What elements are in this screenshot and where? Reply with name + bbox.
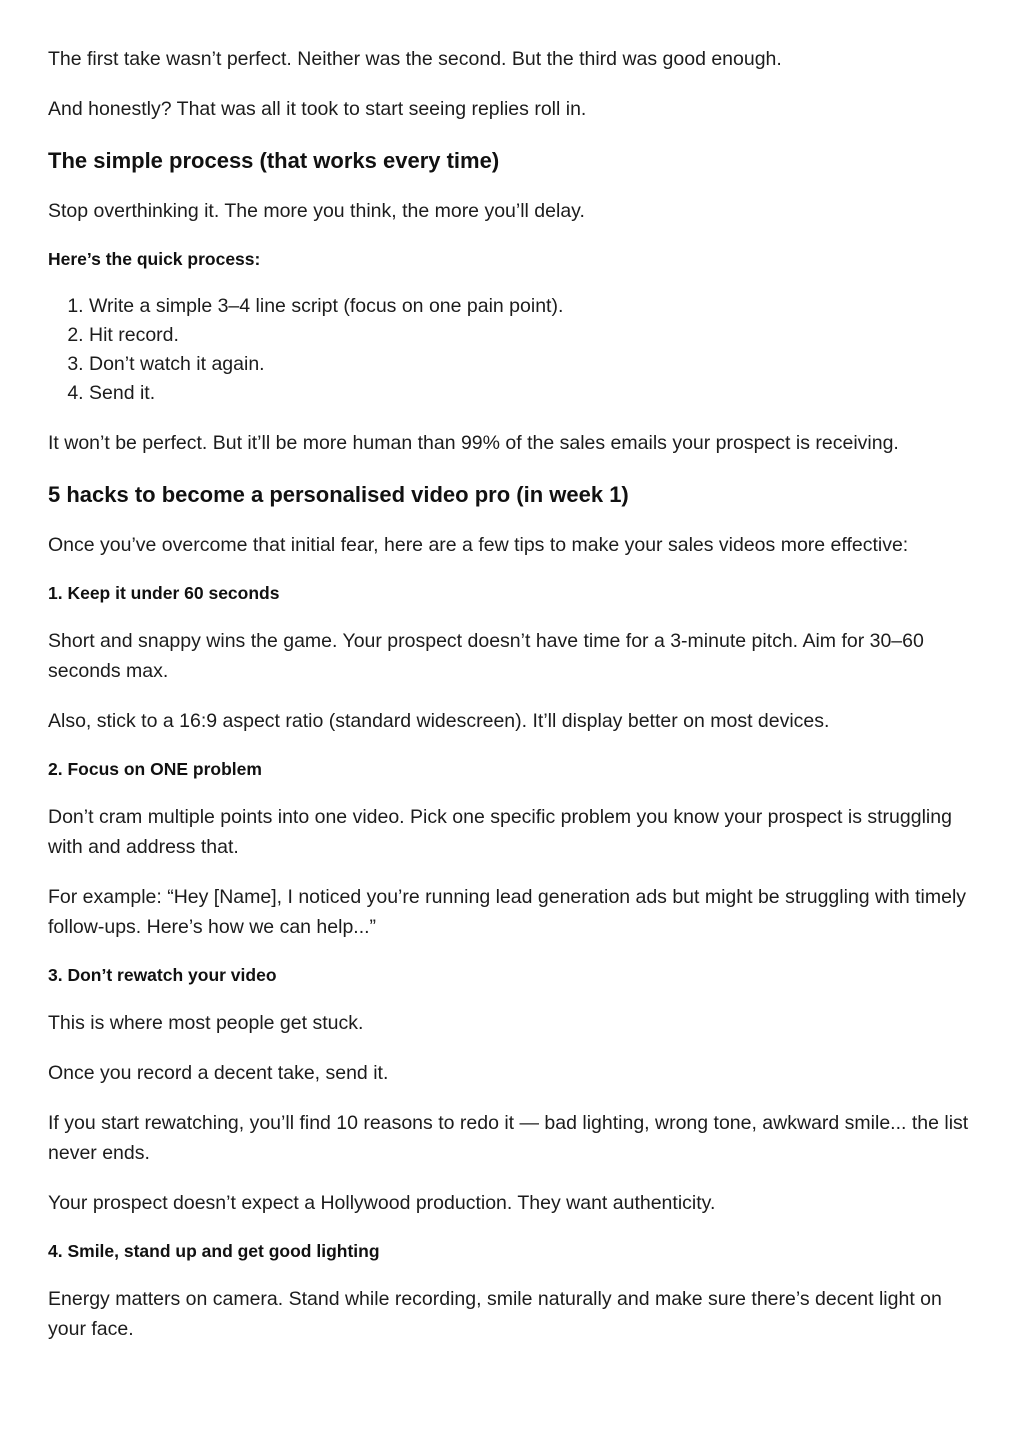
heading-hack-2: 2. Focus on ONE problem [48, 759, 262, 779]
paragraph-once-overcome: Once you’ve overcome that initial fear, here are a few tips to make your sales videos more effective: [48, 534, 909, 556]
heading-hack-3: 3. Don’t rewatch your video [48, 965, 277, 985]
heading-five-hacks: 5 hacks to become a personalised video pro (in week 1) [48, 482, 629, 507]
paragraph-hack-3-b: Once you record a decent take, send it. [48, 1062, 389, 1084]
heading-quick-process: Here’s the quick process: [48, 249, 261, 269]
list-item: 1. Write a simple 3–4 line script (focus on one pain point). [89, 292, 976, 321]
paragraph-hack-3-a: This is where most people get stuck. [48, 1012, 364, 1034]
paragraph-hack-1-b: Also, stick to a 16:9 aspect ratio (standard widescreen). It’ll display better on most devices. [48, 710, 830, 732]
list-item: 2. Hit record. [89, 321, 976, 350]
heading-hack-4: 4. Smile, stand up and get good lighting [48, 1241, 380, 1261]
process-steps-list [48, 292, 976, 408]
paragraph-first-take: The first take wasn’t perfect. Neither was the second. But the third was good enough. [48, 48, 782, 70]
list-item: 3. Don’t watch it again. [89, 350, 976, 379]
paragraph-honestly: And honestly? That was all it took to start seeing replies roll in. [48, 98, 587, 120]
heading-simple-process: The simple process (that works every time) [48, 148, 500, 173]
paragraph-stop-overthinking: Stop overthinking it. The more you think, the more you’ll delay. [48, 200, 585, 222]
paragraph-hack-2-b: For example: “Hey [Name], I noticed you’re running lead generation ads but might be struggling with timely follow-ups. Here’s how we can help...” [48, 886, 967, 938]
heading-hack-1: 1. Keep it under 60 seconds [48, 583, 280, 603]
paragraph-wont-be-perfect: It won’t be perfect. But it’ll be more human than 99% of the sales emails your prospect is receiving. [48, 432, 899, 454]
paragraph-hack-3-c: If you start rewatching, you’ll find 10 reasons to redo it — bad lighting, wrong tone, awkward smile... the list never ends. [48, 1112, 969, 1164]
list-item: 4. Send it. [89, 379, 976, 408]
paragraph-hack-2-a: Don’t cram multiple points into one video. Pick one specific problem you know your prospect is struggling with and address that. [48, 806, 952, 858]
paragraph-hack-4-a: Energy matters on camera. Stand while recording, smile naturally and make sure there’s decent light on your face. [48, 1288, 942, 1340]
paragraph-hack-1-a: Short and snappy wins the game. Your prospect doesn’t have time for a 3-minute pitch. Aim for 30–60 seconds max. [48, 630, 924, 682]
paragraph-hack-3-d: Your prospect doesn’t expect a Hollywood production. They want authenticity. [48, 1192, 716, 1214]
